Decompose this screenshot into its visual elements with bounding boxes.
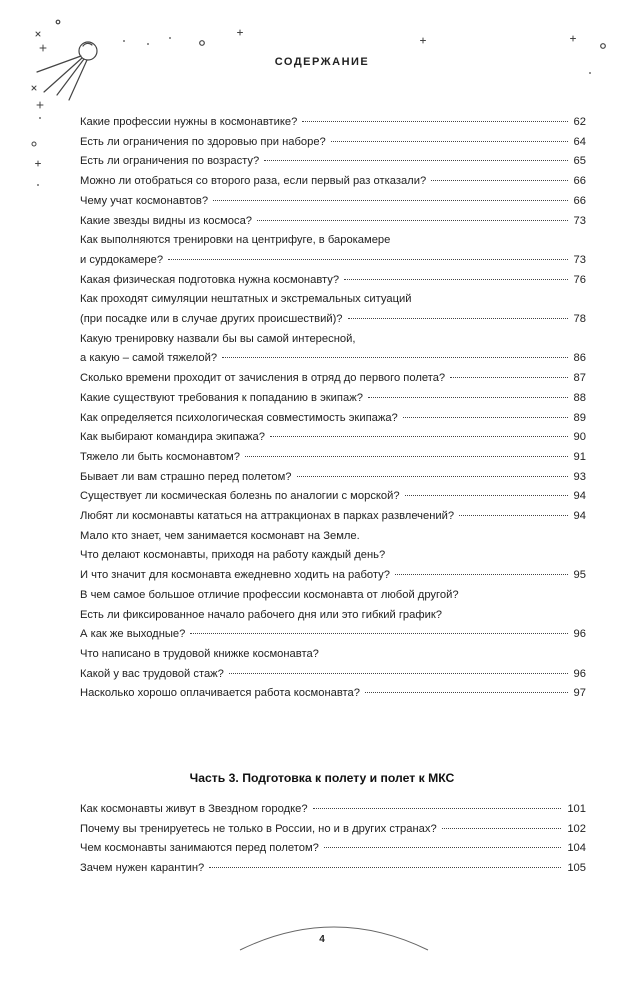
dot-leader bbox=[395, 574, 568, 575]
toc-entry bbox=[80, 172, 586, 192]
toc-entry bbox=[80, 113, 586, 133]
dot-leader bbox=[209, 867, 561, 868]
dot-leader bbox=[297, 476, 568, 477]
toc-page-number: 88 bbox=[573, 391, 586, 404]
toc-entry bbox=[80, 800, 586, 820]
toc-entry-text: Сколько времени проходит от зачисления в отряд до первого полета? bbox=[80, 372, 446, 385]
dot-leader bbox=[213, 200, 567, 201]
dot-leader bbox=[190, 633, 567, 634]
toc-entry bbox=[80, 192, 586, 212]
dot-leader bbox=[405, 495, 568, 496]
dot-leader bbox=[229, 673, 568, 674]
dot-leader bbox=[344, 279, 567, 280]
toc-entry bbox=[80, 231, 586, 270]
dot-leader bbox=[365, 692, 568, 693]
toc-entry-text: Есть ли ограничения по возрасту? bbox=[80, 155, 260, 168]
toc-entry-text: Почему вы тренируетесь не только в России, но и в других странах? bbox=[80, 822, 437, 835]
toc-page-number: 76 bbox=[573, 273, 586, 286]
toc-entry bbox=[80, 586, 586, 645]
toc-entry bbox=[80, 859, 586, 879]
toc-entry-text: Как определяется психологическая совместимость экипажа? bbox=[80, 411, 398, 424]
toc-entry-text: Какие звезды видны из космоса? bbox=[80, 214, 253, 227]
dot-leader bbox=[348, 318, 568, 319]
toc-page-number: 89 bbox=[573, 411, 586, 424]
toc-entry bbox=[80, 428, 586, 448]
toc-entry-text: Какая физическая подготовка нужна космонавту? bbox=[80, 273, 340, 286]
toc-entry bbox=[80, 330, 586, 369]
dot-leader bbox=[302, 121, 567, 122]
toc-page-number: 73 bbox=[573, 253, 586, 266]
toc-page-number: 90 bbox=[573, 431, 586, 444]
toc-entry bbox=[80, 271, 586, 291]
toc-entry bbox=[80, 369, 586, 389]
toc-entry-text: Какой у вас трудовой стаж? bbox=[80, 667, 224, 680]
toc-page-number: 66 bbox=[573, 175, 586, 188]
toc-entry-text: Чем космонавты занимаются перед полетом? bbox=[80, 842, 319, 855]
toc-entry-text: а какую – самой тяжелой? bbox=[80, 352, 218, 365]
toc-entry-text: (при посадке или в случае других происшествий)? bbox=[80, 313, 343, 326]
toc-entry bbox=[80, 290, 586, 329]
toc-entry bbox=[80, 820, 586, 840]
toc-entry-text: Существует ли космическая болезнь по аналогии с морской? bbox=[80, 490, 400, 503]
toc-page-number: 64 bbox=[573, 135, 586, 148]
toc-entry-text: Тяжело ли быть космонавтом? bbox=[80, 450, 240, 463]
toc-entry-text: Какую тренировку назвали бы вы самой интересной, bbox=[80, 332, 356, 345]
toc-entry bbox=[80, 527, 586, 586]
toc-page-number: 78 bbox=[573, 313, 586, 326]
toc-entry-text: Можно ли отобраться со второго раза, если первый раз отказали? bbox=[80, 175, 427, 188]
toc-entry bbox=[80, 507, 586, 527]
toc-page-number: 62 bbox=[573, 116, 586, 128]
toc-page-number: 105 bbox=[567, 862, 586, 875]
dot-leader bbox=[264, 160, 567, 161]
dot-leader bbox=[168, 259, 567, 260]
toc-entry bbox=[80, 487, 586, 507]
toc-page-number: 94 bbox=[573, 510, 586, 523]
page-number: 4 bbox=[319, 934, 325, 945]
toc-page-number: 97 bbox=[573, 687, 586, 700]
table-of-contents bbox=[80, 113, 586, 704]
toc-entry-text: Что делают космонавты, приходя на работу каждый день? bbox=[80, 549, 386, 562]
toc-page-number: 95 bbox=[573, 569, 586, 582]
toc-entry bbox=[80, 389, 586, 409]
dot-leader bbox=[442, 828, 562, 829]
dot-leader bbox=[368, 397, 568, 398]
toc-entry-text: Бывает ли вам страшно перед полетом? bbox=[80, 470, 292, 483]
toc-entry bbox=[80, 839, 586, 859]
toc-entry bbox=[80, 645, 586, 684]
dot-leader bbox=[450, 377, 567, 378]
toc-entry bbox=[80, 468, 586, 488]
toc-entry-text: Что написано в трудовой книжке космонавта? bbox=[80, 647, 319, 660]
toc-page-number: 94 bbox=[573, 490, 586, 503]
toc-entry-text: Какие профессии нужны в космонавтике? bbox=[80, 116, 298, 128]
toc-entry bbox=[80, 152, 586, 172]
dot-leader bbox=[459, 515, 567, 516]
toc-entry-text: Как космонавты живут в Звездном городке? bbox=[80, 803, 308, 815]
dot-leader bbox=[331, 141, 568, 142]
toc-entry-text: В чем самое большое отличие профессии космонавта от любой другой? bbox=[80, 588, 459, 601]
toc-entry-text: Зачем нужен карантин? bbox=[80, 862, 205, 875]
toc-entry-text: И что значит для космонавта ежедневно ходить на работу? bbox=[80, 569, 390, 582]
toc-page-number: 93 bbox=[573, 470, 586, 483]
page-title: СОДЕРЖАНИЕ bbox=[274, 56, 370, 68]
toc-page-number: 91 bbox=[573, 450, 586, 463]
toc-page-number: 104 bbox=[567, 842, 586, 855]
dot-leader bbox=[313, 808, 562, 809]
toc-page-number: 66 bbox=[573, 194, 586, 207]
toc-page-number: 96 bbox=[573, 628, 586, 641]
dot-leader bbox=[431, 180, 567, 181]
toc-entry bbox=[80, 133, 586, 153]
toc-page-number: 102 bbox=[567, 822, 586, 835]
toc-entry-text: Есть ли ограничения по здоровью при наборе? bbox=[80, 135, 326, 148]
toc-page-number: 73 bbox=[573, 214, 586, 227]
part-3-title: Часть 3. Подготовка к полету и полет к МКС bbox=[189, 771, 455, 785]
toc-entry-text: А как же выходные? bbox=[80, 628, 186, 641]
toc-entry bbox=[80, 684, 586, 704]
toc-entry-text: Как проходят симуляции нештатных и экстремальных ситуаций bbox=[80, 293, 412, 306]
dot-leader bbox=[324, 847, 561, 848]
toc-entry-text: и сурдокамере? bbox=[80, 253, 164, 266]
dot-leader bbox=[245, 456, 568, 457]
toc-entry-text: Как выбирают командира экипажа? bbox=[80, 431, 265, 444]
toc-entry bbox=[80, 212, 586, 232]
toc-entry-text: Любят ли космонавты кататься на аттракционах в парках развлечений? bbox=[80, 510, 455, 523]
toc-page-number: 86 bbox=[573, 352, 586, 365]
toc-entry-text: Какие существуют требования к попаданию в экипаж? bbox=[80, 391, 363, 404]
toc-page-number: 101 bbox=[567, 803, 586, 815]
dot-leader bbox=[222, 357, 567, 358]
toc-entry-text: Есть ли фиксированное начало рабочего дня или это гибкий график? bbox=[80, 608, 442, 621]
toc-entry bbox=[80, 409, 586, 429]
dot-leader bbox=[403, 417, 568, 418]
toc-entry-text: Как выполняются тренировки на центрифуге, в барокамере bbox=[80, 234, 391, 247]
toc-page-number: 65 bbox=[573, 155, 586, 168]
decorative-stars-left bbox=[0, 130, 60, 330]
toc-page-number: 87 bbox=[573, 372, 586, 385]
table-of-contents-part-3 bbox=[80, 800, 586, 879]
toc-entry bbox=[80, 448, 586, 468]
dot-leader bbox=[257, 220, 568, 221]
toc-entry-text: Чему учат космонавтов? bbox=[80, 194, 209, 207]
toc-entry-text: Насколько хорошо оплачивается работа космонавта? bbox=[80, 687, 360, 700]
dot-leader bbox=[270, 436, 568, 437]
toc-page-number: 96 bbox=[573, 667, 586, 680]
toc-entry-text: Мало кто знает, чем занимается космонавт на Земле. bbox=[80, 529, 360, 542]
